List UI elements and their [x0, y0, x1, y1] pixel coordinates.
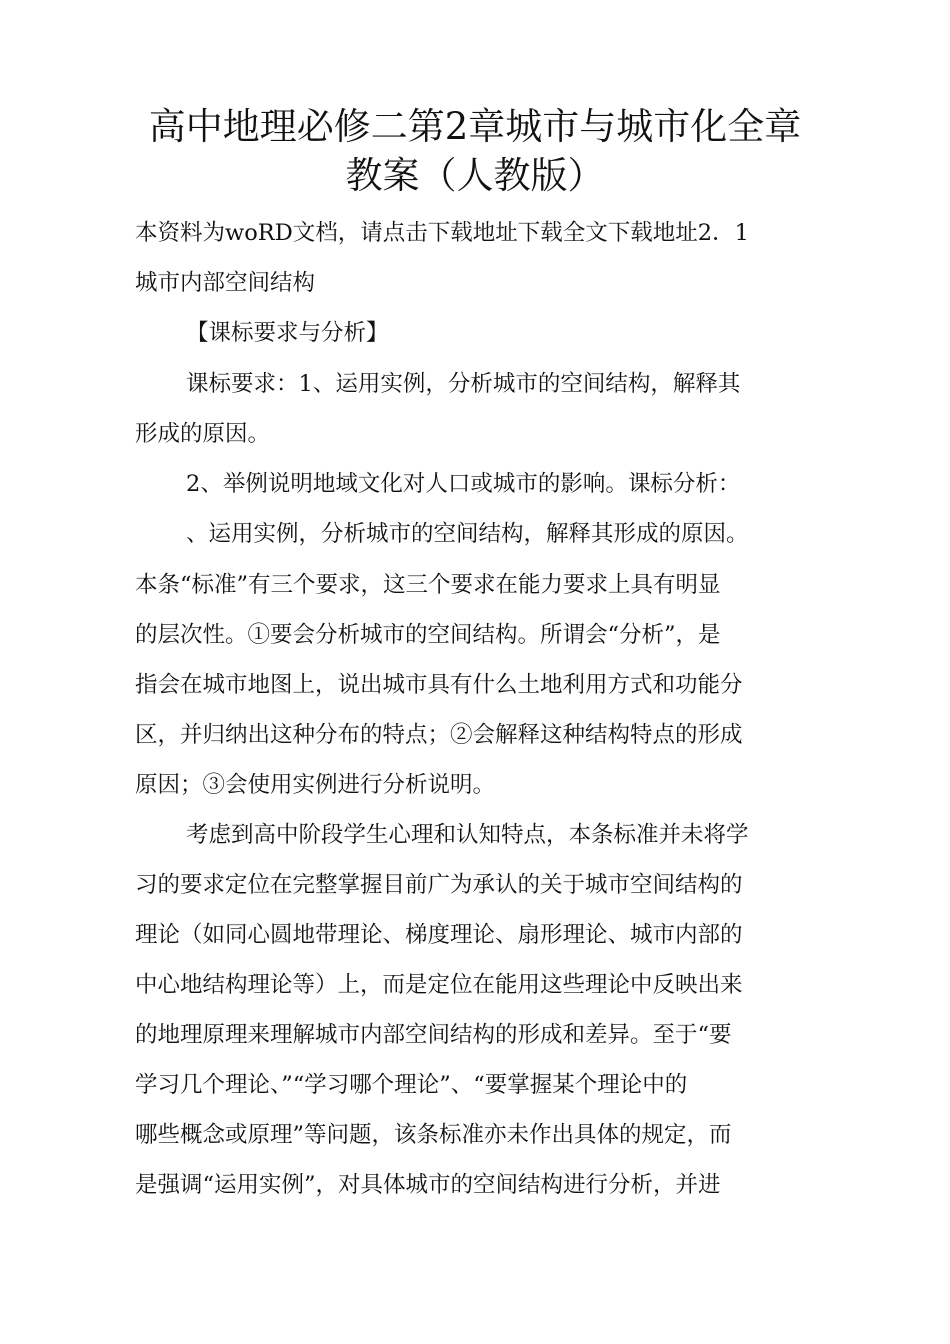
paragraph-line: 是强调“运用实例”，对具体城市的空间结构进行分析，并进 [135, 1172, 721, 1198]
paragraph-line: 的层次性。①要会分析城市的空间结构。所谓会“分析”，是 [135, 622, 721, 648]
paragraph-line: 形成的原因。 [135, 421, 271, 447]
paragraph-line: 本条“标准”有三个要求，这三个要求在能力要求上具有明显 [135, 572, 721, 598]
paragraph-line: 的地理原理来理解城市内部空间结构的形成和差异。至于“要 [135, 1022, 732, 1048]
paragraph-line: 中心地结构理论等）上，而是定位在能用这些理论中反映出来 [135, 972, 743, 998]
paragraph-line: 区，并归纳出这种分布的特点；②会解释这种结构特点的形成 [135, 722, 743, 748]
paragraph-line: 学习几个理论、”“学习哪个理论”、“要掌握某个理论中的 [135, 1072, 688, 1098]
paragraph-line: 指会在城市地图上，说出城市具有什么土地利用方式和功能分 [135, 672, 743, 698]
paragraph-line: 课标要求：1、运用实例，分析城市的空间结构，解释其 [186, 371, 741, 397]
paragraph-line: 、运用实例，分析城市的空间结构，解释其形成的原因。 [186, 521, 749, 547]
paragraph-line: 原因；③会使用实例进行分析说明。 [135, 772, 496, 798]
paragraph-line: 习的要求定位在完整掌握目前广为承认的关于城市空间结构的 [135, 872, 743, 898]
paragraph-line: 理论（如同心圆地带理论、梯度理论、扇形理论、城市内部的 [135, 922, 743, 948]
section-heading: 【课标要求与分析】 [186, 320, 389, 346]
paragraph-line: 城市内部空间结构 [135, 270, 316, 296]
paragraph-line: 2、举例说明地域文化对人口或城市的影响。课标分析： [186, 471, 741, 497]
paragraph-line: 本资料为woRD文档，请点击下载地址下载全文下载地址2．1 [135, 220, 749, 246]
document-title-line-1: 高中地理必修二第2章城市与城市化全章 [148, 105, 802, 148]
document-title-line-2: 教案（人教版） [345, 154, 605, 197]
paragraph-line: 哪些概念或原理”等问题，该条标准亦未作出具体的规定，而 [135, 1122, 732, 1148]
paragraph-line: 考虑到高中阶段学生心理和认知特点，本条标准并未将学 [186, 822, 749, 848]
